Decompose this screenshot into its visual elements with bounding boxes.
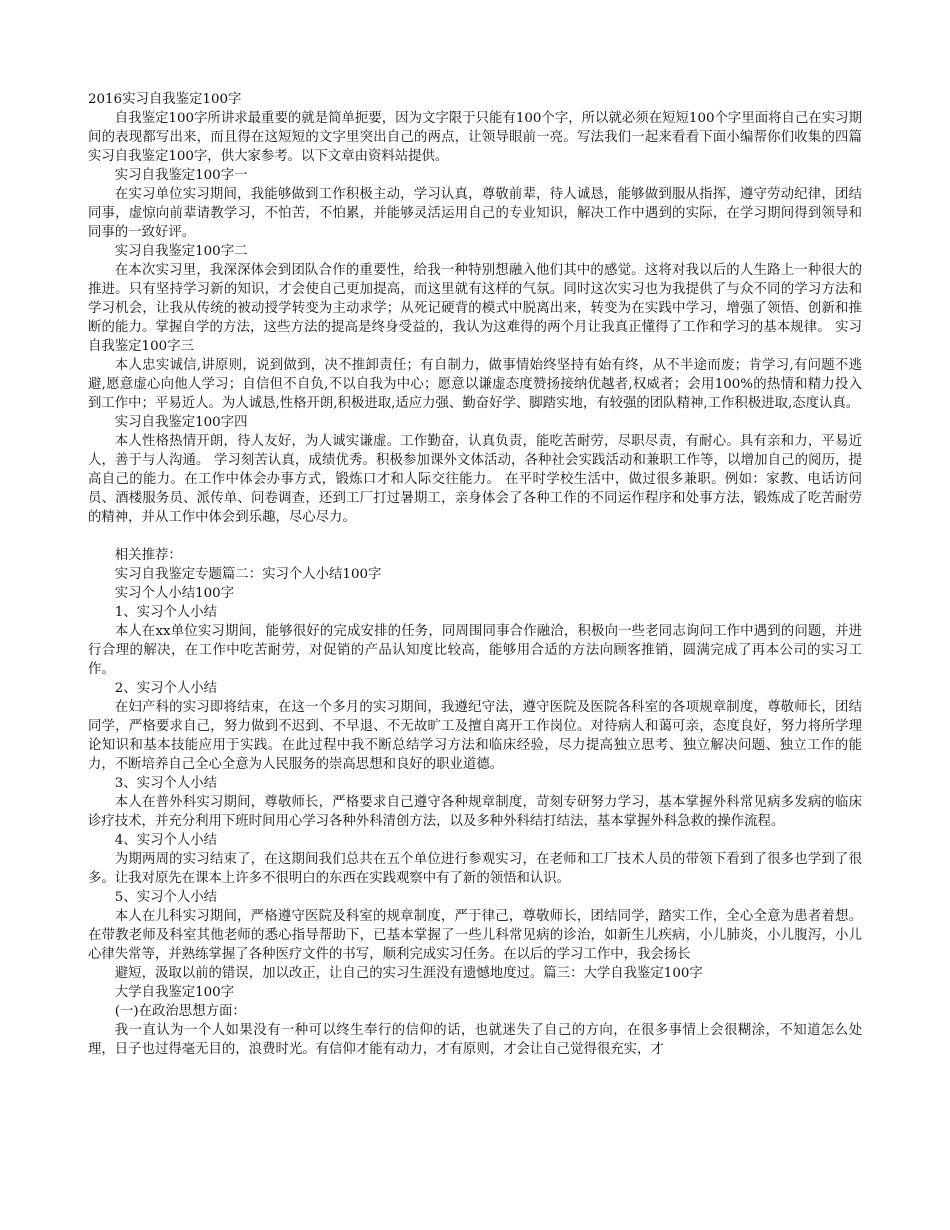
document-title: 2016实习自我鉴定100字: [88, 92, 242, 107]
related-label: 相关推荐：: [114, 548, 182, 563]
sub-heading: (一)在政治思想方面：: [114, 1004, 246, 1019]
paragraph: 为期两周的实习结束了，在这期间我们总共在五个单位进行参观实习，在老师和工厂技术人员的带领下看到了很多也学到了很多。让我对原先在课本上许多不很明白的东西在实践观察中有了新的领悟和认识。: [88, 852, 862, 886]
list-item-heading: 4、实习个人小结: [114, 833, 218, 848]
section-heading-4: 实习自我鉴定100字四: [114, 415, 248, 430]
section-heading-2: 实习自我鉴定100字二: [114, 244, 248, 259]
list-item-heading: 2、实习个人小结: [114, 681, 218, 696]
paragraph: 本人在xx单位实习期间，能够很好的完成安排的任务，同周围同事合作融洽，积极向一些老同志询问工作中遇到的问题，并进行合理的解决，在工作中吃苦耐劳，对促销的产品认知度比较高，能够用合适的方法向顾客推销，圆满完成了再本公司的实习工作。: [88, 624, 862, 677]
sub-heading: 大学自我鉴定100字: [114, 985, 235, 1000]
paragraph: 避短，汲取以前的错误，加以改正，让自己的实习生涯没有遗憾地度过。篇三：大学自我鉴定100字: [114, 966, 703, 981]
paragraph: 在本次实习里，我深深体会到团队合作的重要性，给我一种特别想融入他们其中的感觉。这将对我以后的人生路上一种很大的推进。只有坚持学习新的知识，才会使自己更加提高，而这里就有这样的气氛。同时这次实习也为我提供了与众不同的学习方法和学习机会，让我从传统的被动授学转变为主动求学；从死记硬背的模式中脱离出来，转变为在实践中学习，增强了领悟、创新和推断的能力。掌握自学的方法，这些方法的提高是终身受益的，我认为这难得的两个月让我真正懂得了工作和学习的基本规律。 实习自我鉴定100字三: [88, 263, 862, 354]
paragraph: 在妇产科的实习即将结束，在这一个多月的实习期间，我遵纪守法，遵守医院及医院各科室的各项规章制度，尊敬师长，团结同学，严格要求自己，努力做到不迟到、不早退、不无故旷工及擅自离开工作岗位。对待病人和蔼可亲，态度良好，努力将所学理论知识和基本技能应用于实践。在此过程中我不断总结学习方法和临床经验，尽力提高独立思考、独立解决问题、独立工作的能力，不断培养自己全心全意为人民服务的崇高思想和良好的职业道德。: [88, 700, 862, 772]
list-item-heading: 1、实习个人小结: [114, 605, 218, 620]
section-heading-1: 实习自我鉴定100字一: [114, 168, 248, 183]
related-link-heading: 实习自我鉴定专题篇二：实习个人小结100字: [114, 567, 382, 582]
paragraph: 在实习单位实习期间，我能够做到工作积极主动，学习认真，尊敬前辈，待人诚恳，能够做到服从指挥，遵守劳动纪律，团结同事，虚惊向前辈请教学习，不怕苦，不怕累，并能够灵活运用自己的专业知识，解决工作中遇到的实际，在学习期间得到领导和同事的一致好评。: [88, 187, 862, 240]
paragraph: 本人忠实诚信,讲原则，说到做到，决不推卸责任；有自制力，做事情始终坚持有始有终，从不半途而废；肯学习,有问题不逃避,愿意虚心向他人学习；自信但不自负,不以自我为中心；愿意以谦虚态度赞扬接纳优越者,权威者；会用100%的热情和精力投入到工作中；平易近人。为人诚恳,性格开朗,积极进取,适应力强、勤奋好学、脚踏实地，有较强的团队精神,工作积极进取,态度认真。: [88, 358, 862, 411]
paragraph: 本人性格热情开朗，待人友好，为人诚实谦虚。工作勤奋，认真负责，能吃苦耐劳，尽职尽责，有耐心。具有亲和力，平易近人，善于与人沟通。 学习刻苦认真，成绩优秀。积极参加课外文体活动，各种社会实践活动和兼职工作等，以增加自己的阅历，提高自己的能力。在工作中体会办事方式，锻炼口才和人际交往能力。 在平时学校生活中，做过很多兼职。例如：家教、电话访问员、酒楼服务员、派传单、问卷调查，还到工厂打过暑期工，亲身体会了各种工作的不同运作程序和处事方法，锻炼成了吃苦耐劳的精神，并从工作中体会到乐趣，尽心尽力。: [88, 434, 862, 525]
paragraph: 本人在普外科实习期间，尊敬师长，严格要求自己遵守各种规章制度，苛刻专研努力学习，基本掌握外科常见病多发病的临床诊疗技术，并充分利用下班时间用心学习各种外科清创方法，以及多种外科结打结法，基本掌握外科急救的操作流程。: [88, 795, 862, 829]
list-item-heading: 5、实习个人小结: [114, 890, 218, 905]
paragraph-intro: 自我鉴定100字所讲求最重要的就是简单扼要，因为文字限于只能有100个字，所以就必须在短短100个字里面将自己在实习期间的表现都写出来，而且得在这短短的文字里突出自己的两点，让领导眼前一亮。写法我们一起来看看下面小编帮你们收集的四篇实习自我鉴定100字，供大家参考。以下文章由资料站提供。: [88, 111, 862, 164]
paragraph: 我一直认为一个人如果没有一种可以终生奉行的信仰的话，也就迷失了自己的方向，在很多事情上会很糊涂，不知道怎么处理，日子也过得毫无目的，浪费时光。有信仰才能有动力，才有原则，才会让自己觉得很充实，才: [88, 1023, 862, 1057]
blank-line: [88, 527, 862, 546]
sub-heading: 实习个人小结100字: [114, 586, 235, 601]
paragraph: 本人在儿科实习期间，严格遵守医院及科室的规章制度，严于律己，尊敬师长，团结同学，踏实工作，全心全意为患者着想。在带教老师及科室其他老师的悉心指导帮助下，已基本掌握了一些儿科常见病的诊治，如新生儿疾病，小儿肺炎，小儿腹泻，小儿心律失常等，并熟练掌握了各种医疗文件的书写，顺利完成实习任务。在以后的学习工作中，我会扬长: [88, 909, 862, 962]
list-item-heading: 3、实习个人小结: [114, 776, 218, 791]
